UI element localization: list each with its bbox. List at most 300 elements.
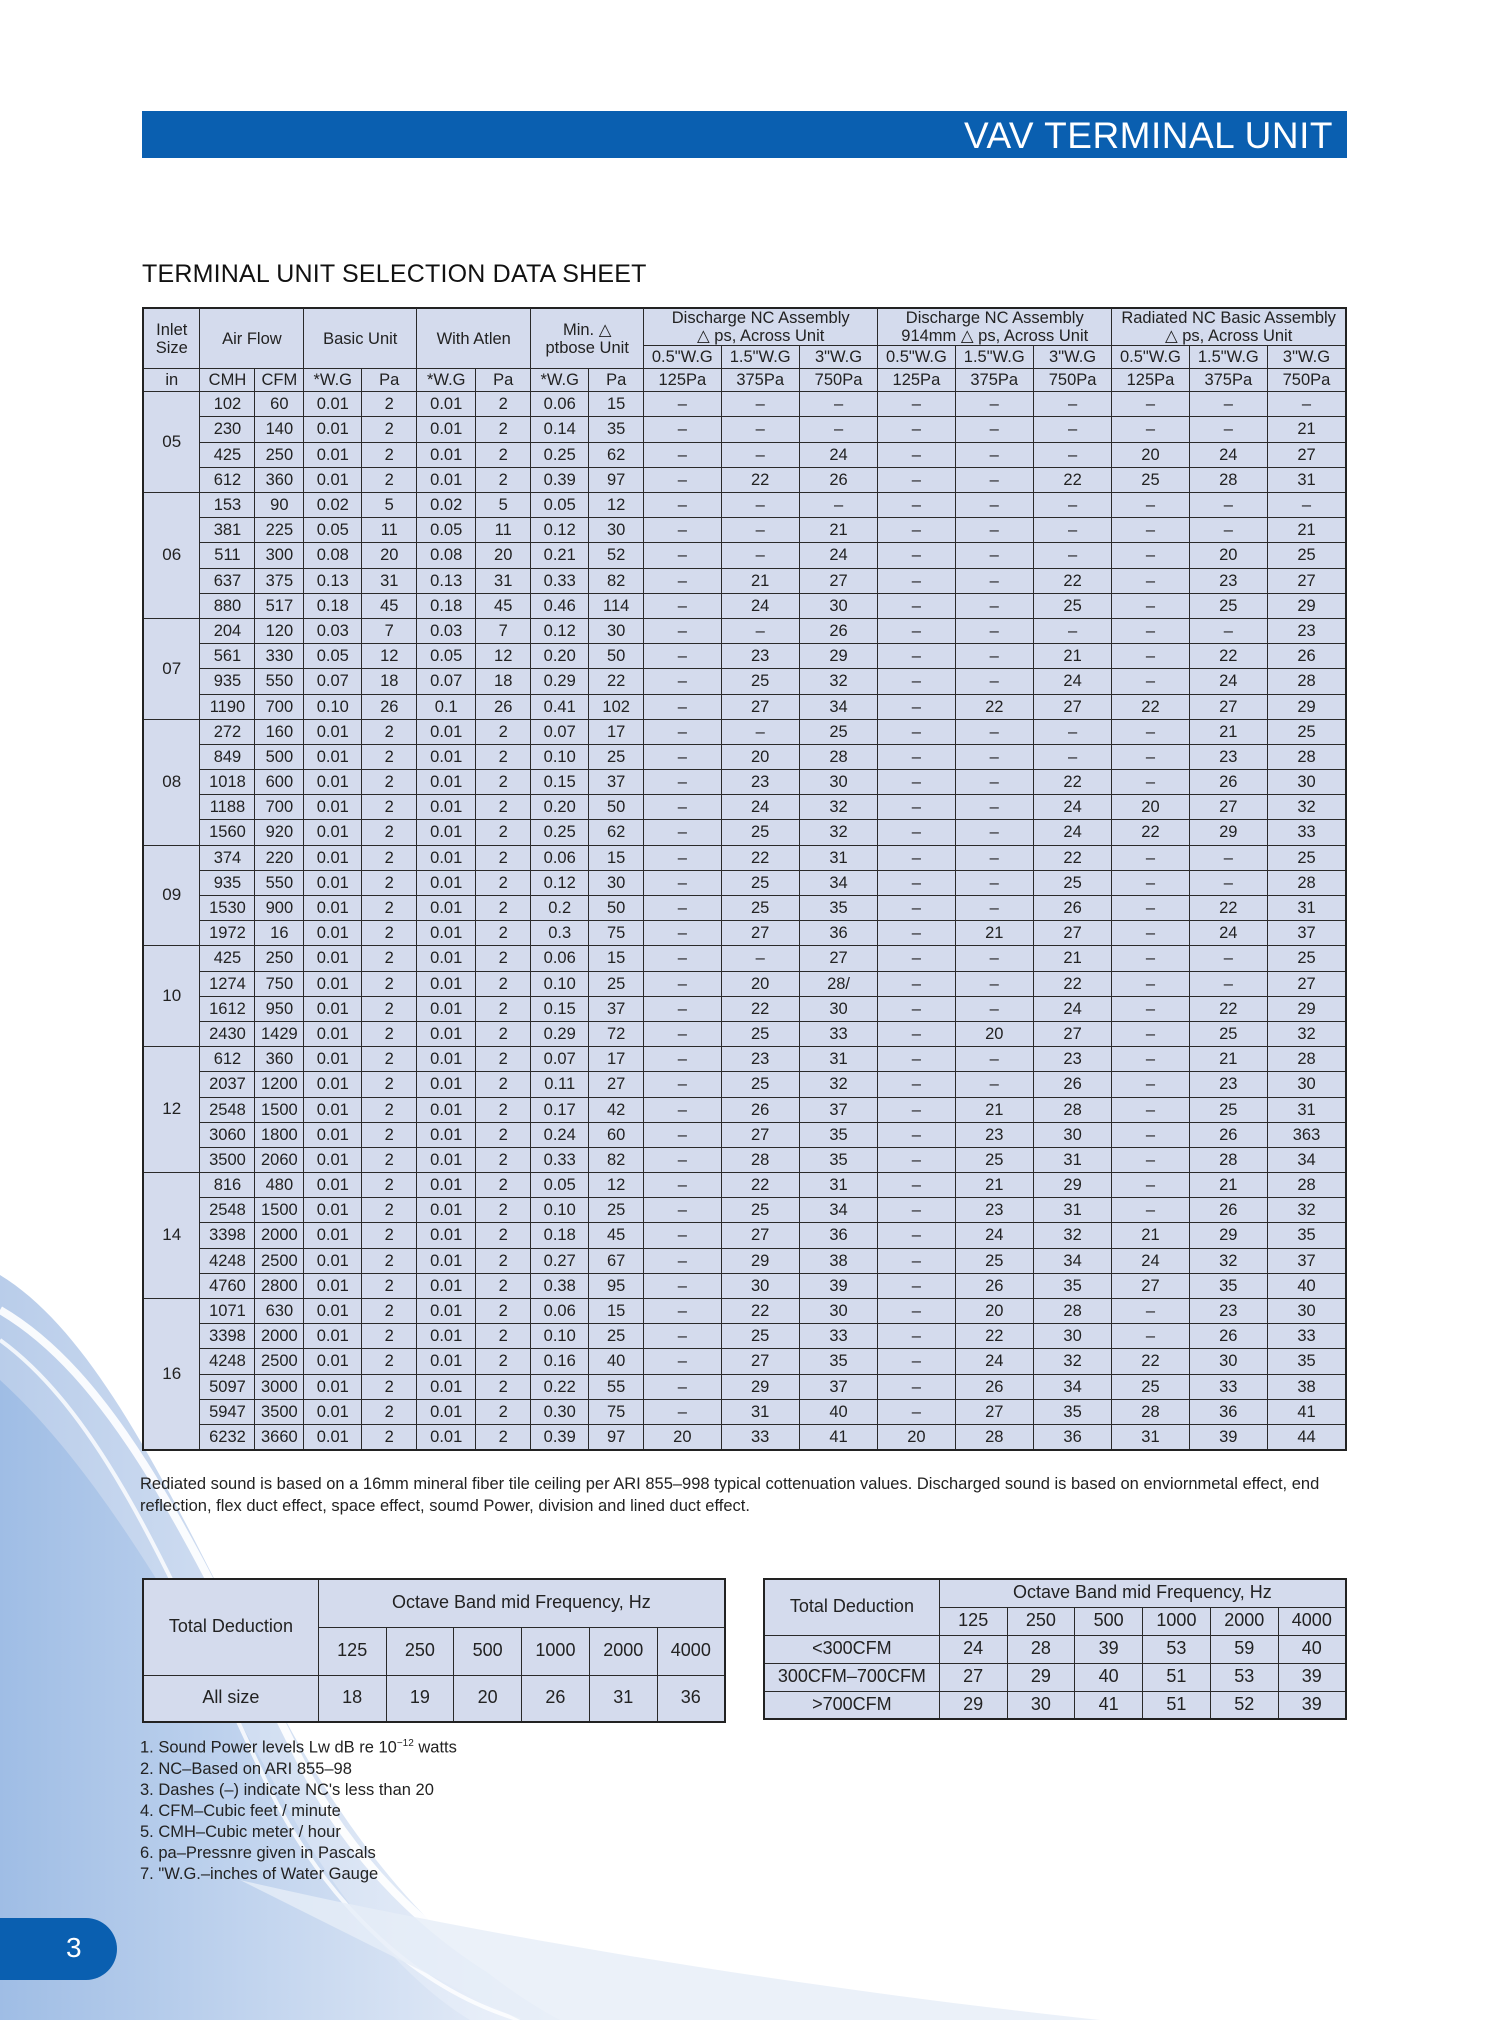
data-cell: –: [799, 417, 877, 442]
data-cell: 0.25: [531, 442, 589, 467]
table-row: [143, 1198, 1346, 1223]
data-cell: –: [721, 392, 799, 417]
data-cell: –: [878, 719, 955, 744]
data-cell: –: [878, 820, 955, 845]
data-cell: 750: [255, 971, 304, 996]
data-cell: 0.01: [417, 870, 476, 895]
data-cell: 22: [721, 1299, 799, 1324]
data-cell: 2: [362, 996, 417, 1021]
data-cell: 1560: [200, 820, 255, 845]
data-cell: 25: [1112, 1374, 1189, 1399]
data-cell: 0.2: [531, 896, 589, 921]
data-cell: 37: [799, 1097, 877, 1122]
data-cell: 90: [255, 493, 304, 518]
ded1-band-header: Octave Band mid Frequency, Hz: [318, 1579, 725, 1627]
data-cell: 15: [589, 1299, 644, 1324]
data-cell: –: [1112, 744, 1189, 769]
ded2-row: [764, 1691, 1346, 1719]
data-cell: 67: [589, 1248, 644, 1273]
data-cell: 1800: [255, 1122, 304, 1147]
data-cell: 0.01: [417, 1324, 476, 1349]
data-cell: 25: [721, 1072, 799, 1097]
data-cell: 22: [589, 669, 644, 694]
data-cell: 24: [1112, 1248, 1189, 1273]
table-row: [143, 896, 1346, 921]
data-cell: 28: [1033, 1299, 1111, 1324]
unit-header: 125Pa: [1112, 369, 1189, 392]
data-cell: 26: [799, 467, 877, 492]
data-cell: 0.07: [531, 1047, 589, 1072]
data-cell: 0.10: [531, 1324, 589, 1349]
data-cell: 25: [1189, 593, 1267, 618]
table-row: [143, 467, 1346, 492]
data-cell: 2: [362, 1349, 417, 1374]
data-cell: –: [955, 1047, 1033, 1072]
data-cell: –: [878, 593, 955, 618]
data-cell: 0.21: [531, 543, 589, 568]
data-cell: 28: [1267, 870, 1346, 895]
data-cell: 25: [1189, 1021, 1267, 1046]
unit-header: CFM: [255, 369, 304, 392]
data-cell: 25: [721, 1021, 799, 1046]
data-cell: 31: [721, 1399, 799, 1424]
data-cell: –: [1112, 719, 1189, 744]
data-cell: –: [878, 442, 955, 467]
data-cell: 18: [362, 669, 417, 694]
data-cell: 1200: [255, 1072, 304, 1097]
table-row: [143, 392, 1346, 417]
data-cell: 37: [1267, 1248, 1346, 1273]
data-cell: 21: [955, 921, 1033, 946]
data-cell: 41: [799, 1424, 877, 1450]
data-cell: 0.01: [304, 1299, 362, 1324]
data-cell: 24: [1189, 442, 1267, 467]
table-row: [143, 1399, 1346, 1424]
page-number-tab: [0, 1918, 117, 1980]
data-cell: 0.12: [531, 618, 589, 643]
table-row: [143, 417, 1346, 442]
data-cell: 30: [721, 1273, 799, 1298]
data-cell: –: [1033, 744, 1111, 769]
footnote-item: 6. pa–Pressnre given in Pascals: [140, 1843, 376, 1862]
data-cell: 2: [476, 1324, 531, 1349]
data-cell: 24: [1189, 669, 1267, 694]
data-cell: 0.39: [531, 1424, 589, 1450]
data-cell: 360: [255, 467, 304, 492]
data-cell: 2: [476, 467, 531, 492]
data-cell: 24: [955, 1349, 1033, 1374]
ded2-value: 51: [1143, 1663, 1211, 1691]
data-cell: 50: [589, 896, 644, 921]
data-cell: 0.01: [304, 719, 362, 744]
data-cell: 700: [255, 795, 304, 820]
data-cell: 28: [1189, 467, 1267, 492]
ded2-value: 59: [1210, 1635, 1278, 1663]
data-cell: 45: [589, 1223, 644, 1248]
unit-header: in: [143, 369, 200, 392]
data-cell: 26: [476, 694, 531, 719]
inlet-size-cell: 12: [143, 1047, 200, 1173]
data-cell: –: [644, 770, 721, 795]
data-cell: –: [878, 669, 955, 694]
data-cell: 0.01: [304, 870, 362, 895]
data-cell: 0.05: [531, 493, 589, 518]
ded1-value: 31: [589, 1675, 657, 1722]
data-cell: –: [644, 1122, 721, 1147]
ded2-value: 53: [1143, 1635, 1211, 1663]
data-cell: 0.01: [304, 1399, 362, 1424]
data-cell: 30: [1033, 1122, 1111, 1147]
data-cell: –: [1033, 518, 1111, 543]
ded1-frequency: 4000: [657, 1627, 725, 1675]
ded2-value: 51: [1143, 1691, 1211, 1719]
data-cell: –: [1189, 493, 1267, 518]
ded2-value: 30: [1007, 1691, 1075, 1719]
unit-header: *W.G: [304, 369, 362, 392]
data-cell: 11: [476, 518, 531, 543]
table-row: [143, 618, 1346, 643]
data-cell: 637: [200, 568, 255, 593]
data-cell: 35: [1033, 1273, 1111, 1298]
data-cell: 0.01: [304, 1047, 362, 1072]
data-cell: –: [644, 946, 721, 971]
data-cell: 2: [476, 1399, 531, 1424]
table-row: [143, 1147, 1346, 1172]
table-row: [143, 1324, 1346, 1349]
data-cell: –: [878, 795, 955, 820]
data-cell: –: [644, 1399, 721, 1424]
data-cell: –: [1112, 946, 1189, 971]
data-cell: 21: [1112, 1223, 1189, 1248]
data-cell: –: [644, 996, 721, 1021]
data-cell: 1500: [255, 1198, 304, 1223]
data-cell: 32: [1033, 1349, 1111, 1374]
data-cell: –: [644, 1173, 721, 1198]
data-cell: 25: [1033, 870, 1111, 895]
data-cell: 27: [1267, 568, 1346, 593]
data-cell: 27: [721, 1223, 799, 1248]
data-cell: 26: [362, 694, 417, 719]
data-cell: 2: [476, 896, 531, 921]
data-cell: 935: [200, 669, 255, 694]
data-cell: 0.3: [531, 921, 589, 946]
data-cell: 0.33: [531, 1147, 589, 1172]
data-cell: 7: [362, 618, 417, 643]
inlet-size-cell: 05: [143, 392, 200, 493]
ded2-value: 39: [1278, 1663, 1346, 1691]
data-cell: –: [878, 644, 955, 669]
data-cell: 35: [1033, 1399, 1111, 1424]
data-cell: 31: [1267, 1097, 1346, 1122]
data-cell: 62: [589, 442, 644, 467]
data-cell: 3060: [200, 1122, 255, 1147]
data-cell: 35: [799, 1122, 877, 1147]
data-cell: 5: [362, 493, 417, 518]
data-cell: 31: [1112, 1424, 1189, 1450]
ded2-value: 40: [1075, 1663, 1143, 1691]
data-cell: 0.01: [304, 996, 362, 1021]
inlet-size-cell: 10: [143, 946, 200, 1047]
data-cell: –: [1112, 1324, 1189, 1349]
data-cell: –: [1112, 417, 1189, 442]
ded1-frequency: 1000: [522, 1627, 590, 1675]
data-cell: –: [878, 1198, 955, 1223]
data-cell: 2: [362, 744, 417, 769]
data-cell: 0.39: [531, 467, 589, 492]
data-cell: 480: [255, 1173, 304, 1198]
data-cell: 2: [362, 921, 417, 946]
data-cell: 0.01: [304, 971, 362, 996]
data-cell: –: [644, 467, 721, 492]
data-cell: –: [878, 996, 955, 1021]
data-cell: 6232: [200, 1424, 255, 1450]
data-cell: 2: [476, 795, 531, 820]
data-cell: 35: [799, 1147, 877, 1172]
data-cell: 3660: [255, 1424, 304, 1450]
data-cell: 0.01: [417, 1374, 476, 1399]
data-cell: 21: [1267, 417, 1346, 442]
data-cell: 2: [476, 921, 531, 946]
data-cell: 2430: [200, 1021, 255, 1046]
data-cell: 0.07: [304, 669, 362, 694]
data-cell: 22: [1112, 820, 1189, 845]
data-cell: 25: [721, 870, 799, 895]
data-cell: 15: [589, 946, 644, 971]
ded1-value: 36: [657, 1675, 725, 1722]
data-cell: 5947: [200, 1399, 255, 1424]
data-cell: –: [878, 1324, 955, 1349]
data-cell: 52: [589, 543, 644, 568]
data-cell: 30: [1267, 1299, 1346, 1324]
data-cell: 300: [255, 543, 304, 568]
data-cell: 153: [200, 493, 255, 518]
data-cell: 2: [476, 1424, 531, 1450]
footnote-item: 3. Dashes (–) indicate NC's less than 20: [140, 1780, 434, 1799]
data-cell: 102: [200, 392, 255, 417]
data-cell: –: [878, 1399, 955, 1424]
data-cell: –: [644, 1047, 721, 1072]
data-cell: 28: [1112, 1399, 1189, 1424]
data-cell: 25: [589, 971, 644, 996]
table-row: [143, 1122, 1346, 1147]
data-cell: 50: [589, 644, 644, 669]
data-cell: –: [1267, 493, 1346, 518]
data-cell: 22: [721, 996, 799, 1021]
data-cell: 72: [589, 1021, 644, 1046]
data-cell: 0.22: [531, 1374, 589, 1399]
data-cell: –: [1112, 896, 1189, 921]
data-cell: 1612: [200, 996, 255, 1021]
data-cell: –: [878, 1374, 955, 1399]
ded1-frequency: 2000: [589, 1627, 657, 1675]
data-cell: –: [878, 1173, 955, 1198]
data-cell: –: [1112, 669, 1189, 694]
data-cell: 23: [1033, 1047, 1111, 1072]
data-cell: 0.01: [304, 1349, 362, 1374]
data-cell: 2: [476, 1047, 531, 1072]
data-cell: 23: [721, 1047, 799, 1072]
data-cell: 29: [1189, 1223, 1267, 1248]
data-cell: 0.01: [417, 845, 476, 870]
data-cell: –: [644, 644, 721, 669]
data-cell: 2: [476, 1173, 531, 1198]
data-cell: –: [1112, 518, 1189, 543]
data-cell: 561: [200, 644, 255, 669]
data-cell: 2: [362, 870, 417, 895]
data-cell: –: [1112, 971, 1189, 996]
data-cell: 15: [589, 392, 644, 417]
ded2-frequency: 250: [1007, 1607, 1075, 1635]
data-cell: 27: [1033, 694, 1111, 719]
table-row: [143, 921, 1346, 946]
ded2-frequency: 500: [1075, 1607, 1143, 1635]
data-cell: 31: [799, 1047, 877, 1072]
data-cell: 2: [362, 1122, 417, 1147]
data-cell: –: [1112, 392, 1189, 417]
data-cell: 23: [721, 770, 799, 795]
data-cell: 0.05: [417, 518, 476, 543]
data-cell: 374: [200, 845, 255, 870]
data-cell: –: [644, 1374, 721, 1399]
data-cell: –: [1112, 1173, 1189, 1198]
data-cell: 29: [1267, 593, 1346, 618]
data-cell: 22: [721, 467, 799, 492]
data-cell: –: [878, 1273, 955, 1298]
data-cell: 30: [1267, 770, 1346, 795]
data-cell: 35: [1189, 1273, 1267, 1298]
data-cell: 38: [1267, 1374, 1346, 1399]
data-cell: 26: [1189, 1198, 1267, 1223]
selection-data-table: [142, 307, 1347, 1451]
data-cell: 2: [476, 1198, 531, 1223]
data-cell: 62: [589, 820, 644, 845]
data-cell: 26: [1189, 1324, 1267, 1349]
data-cell: 28: [1267, 1047, 1346, 1072]
data-cell: –: [644, 1147, 721, 1172]
data-cell: 30: [799, 770, 877, 795]
data-cell: 30: [589, 518, 644, 543]
data-cell: 27: [589, 1072, 644, 1097]
data-cell: –: [644, 820, 721, 845]
data-cell: 0.11: [531, 1072, 589, 1097]
inlet-size-cell: 14: [143, 1173, 200, 1299]
data-cell: 220: [255, 845, 304, 870]
data-cell: 27: [1189, 694, 1267, 719]
data-cell: 0.01: [304, 1198, 362, 1223]
data-cell: 27: [721, 694, 799, 719]
deduction-table-by-cfm: [763, 1578, 1347, 1720]
data-cell: 2060: [255, 1147, 304, 1172]
data-cell: 26: [721, 1097, 799, 1122]
data-cell: 27: [1267, 442, 1346, 467]
data-cell: –: [955, 795, 1033, 820]
data-cell: 0.18: [531, 1223, 589, 1248]
footnote-1: 1. Sound Power levels Lw dB re $10^{-12}$ watts: [140, 1738, 457, 1757]
data-cell: 2000: [255, 1324, 304, 1349]
table-row: [143, 1173, 1346, 1198]
data-cell: 0.05: [304, 644, 362, 669]
unit-header-row: [143, 369, 1346, 392]
data-cell: 22: [1033, 971, 1111, 996]
data-cell: 28: [1033, 1097, 1111, 1122]
data-cell: 28: [1267, 1173, 1346, 1198]
data-cell: 0.01: [304, 442, 362, 467]
data-cell: 26: [1189, 1122, 1267, 1147]
data-cell: 0.16: [531, 1349, 589, 1374]
data-cell: 34: [1267, 1147, 1346, 1172]
pressure-header: 0.5"W.G: [1112, 346, 1189, 369]
pressure-header: 3"W.G: [1033, 346, 1111, 369]
data-cell: –: [955, 1072, 1033, 1097]
data-cell: 0.33: [531, 568, 589, 593]
data-cell: 2: [476, 1021, 531, 1046]
data-cell: –: [955, 744, 1033, 769]
table-row: [143, 442, 1346, 467]
data-cell: 2: [362, 1424, 417, 1450]
data-cell: 25: [589, 1324, 644, 1349]
data-cell: 2: [476, 1097, 531, 1122]
data-cell: 0.02: [417, 493, 476, 518]
data-cell: 0.01: [417, 1248, 476, 1273]
inlet-size-cell: 07: [143, 618, 200, 719]
data-cell: 32: [1267, 1198, 1346, 1223]
data-cell: –: [1189, 946, 1267, 971]
sound-note: Rediated sound is based on a 16mm mineral fiber tile ceiling per ARI 855–998 typical cottenuation values. Discharged sound is based on enviornmetal effect, end reflection, flex duct effect, space effect, soumd Power, division and lined duct effect.: [140, 1475, 1320, 1515]
data-cell: 0.02: [304, 493, 362, 518]
data-cell: 24: [1033, 820, 1111, 845]
inlet-size-cell: 06: [143, 493, 200, 619]
data-cell: 0.10: [304, 694, 362, 719]
data-cell: 20: [955, 1021, 1033, 1046]
data-cell: 0.01: [417, 1424, 476, 1450]
data-cell: 0.06: [531, 1299, 589, 1324]
header-basic-unit: Basic Unit: [304, 308, 417, 369]
table-row: [143, 1273, 1346, 1298]
data-cell: 3398: [200, 1223, 255, 1248]
data-cell: 2800: [255, 1273, 304, 1298]
data-cell: 2: [362, 896, 417, 921]
data-cell: –: [644, 870, 721, 895]
data-cell: 1188: [200, 795, 255, 820]
data-cell: 28: [1267, 669, 1346, 694]
data-cell: –: [721, 719, 799, 744]
data-cell: 44: [1267, 1424, 1346, 1450]
data-cell: 22: [955, 1324, 1033, 1349]
data-cell: –: [644, 1072, 721, 1097]
data-cell: 0.01: [304, 770, 362, 795]
unit-header: 750Pa: [799, 369, 877, 392]
data-cell: –: [799, 493, 877, 518]
unit-header: Pa: [476, 369, 531, 392]
data-cell: 21: [799, 518, 877, 543]
data-cell: 35: [799, 896, 877, 921]
data-cell: 32: [1033, 1223, 1111, 1248]
data-cell: 2: [476, 1374, 531, 1399]
ded2-frequency: 4000: [1278, 1607, 1346, 1635]
data-cell: –: [878, 870, 955, 895]
data-cell: 0.01: [417, 1047, 476, 1072]
data-cell: –: [1112, 1072, 1189, 1097]
data-cell: 33: [721, 1424, 799, 1450]
data-cell: 0.01: [304, 1021, 362, 1046]
data-cell: 360: [255, 1047, 304, 1072]
ded1-frequency: 125: [318, 1627, 386, 1675]
data-cell: 0.08: [304, 543, 362, 568]
ded1-label: Total Deduction: [143, 1579, 318, 1675]
data-cell: 2: [362, 1198, 417, 1223]
data-cell: 0.01: [304, 1374, 362, 1399]
table-row: [143, 744, 1346, 769]
